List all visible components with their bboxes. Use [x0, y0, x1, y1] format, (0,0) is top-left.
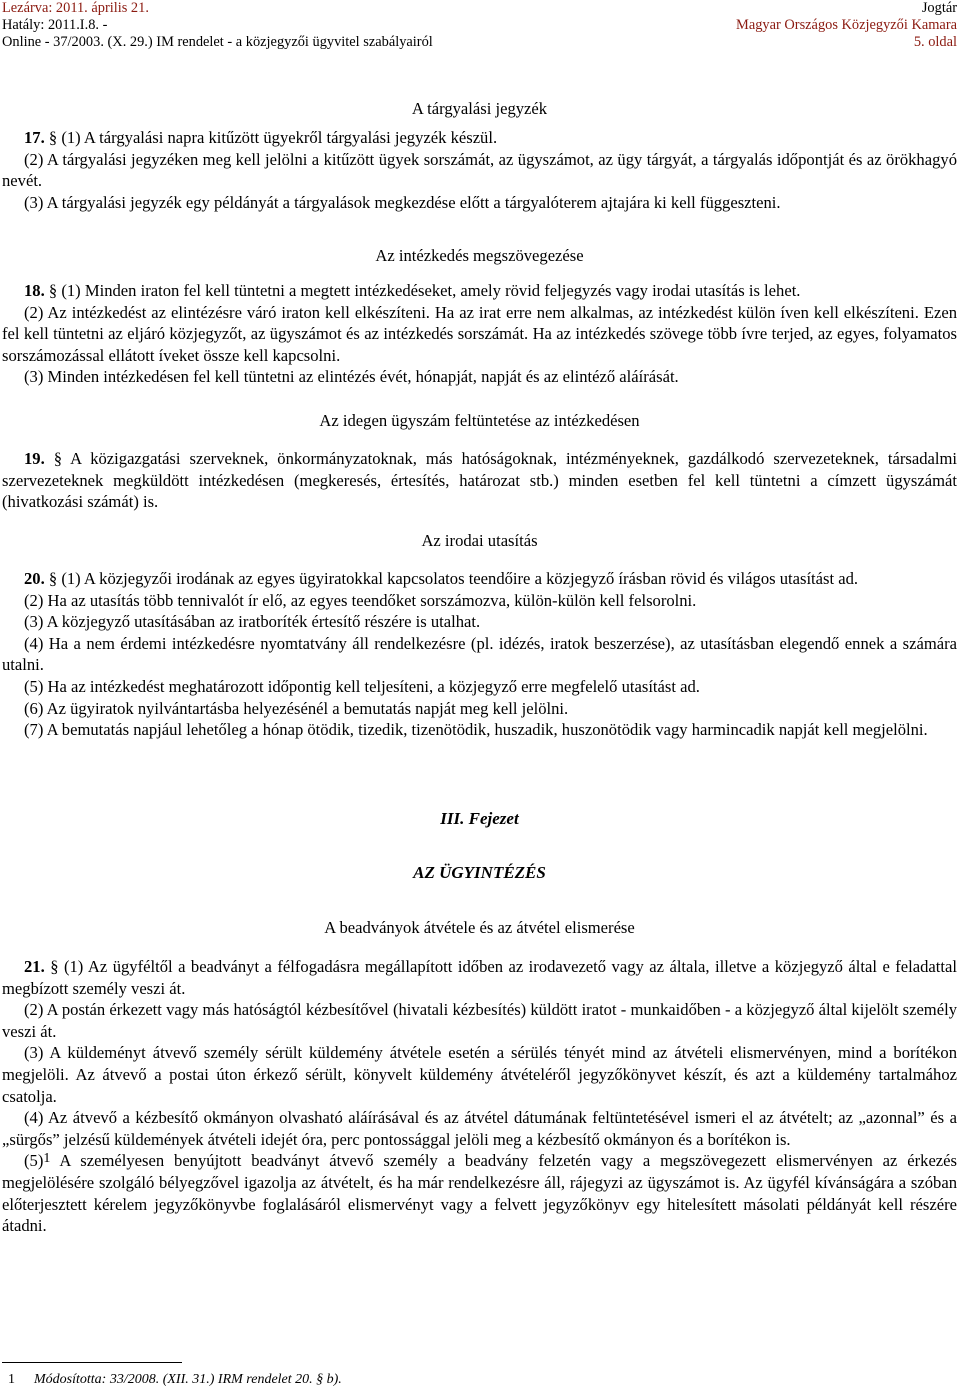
- section-number: 17.: [24, 128, 45, 147]
- section-19-heading: [2, 410, 957, 432]
- section-21-body: [2, 956, 957, 1237]
- paragraph-text: § A közigazgatási szerveknek, önkormányzatoknak, más hatóságoknak, intézményeknek, gazdálkodó szervezeteknek, társadalmi szervezeteknek megküldött intézkedésen (megkeresés, értesítés, határozat stb.) minden esetben fel kell tüntetni a címzett ügyszámát (hivatkozási számát) is.: [2, 449, 957, 512]
- page-number: 5. oldal: [913, 34, 957, 50]
- paragraph-text: § (1) A közjegyzői irodának az egyes ügyiratokkal kapcsolatos teendőire a közjegyző írásban rövid és világos utasítást ad.: [48, 569, 859, 588]
- section-18-heading: [2, 245, 957, 267]
- section-number: 21.: [24, 957, 45, 976]
- paragraph: (4) Az átvevő a kézbesítő okmányon olvasható aláírásával és az átvétel dátumának feltüntetésével ismeri el az átvételt; az „azonnal” és a „sürgős” jelzésű küldemények átvételi idejét óra, perc pontossággal jelöli meg a kézbesítő okmányon és a borítékon is.: [2, 1108, 957, 1149]
- paragraph-text: § (1) A tárgyalási napra kitűzött ügyekről tárgyalási jegyzék készül.: [48, 128, 498, 147]
- paragraph-text: § (1) Az ügyféltől a beadványt a félfogadásra megállapított időben az irodavezető vagy az általa, illetve a közjegyző által e feladattal megbízott személy veszi át.: [2, 957, 957, 998]
- section-17: [2, 98, 957, 120]
- section-heading: Az irodai utasítás: [421, 531, 538, 550]
- section-number: 18.: [24, 281, 45, 300]
- paragraph: (3) A küldeményt átvevő személy sérült küldemény átvétele esetén a sérülés tényét mind az átvételi elismervényen, mind a borítékon megjelöli. Az átvevő a postai úton érkező sérült, könyvelt küldemény átvételéről jegyzőkönyvet készít, és azt a küldemény tartalmához csatolja.: [2, 1043, 957, 1106]
- section-19-body: [2, 448, 957, 513]
- organization-name: Magyar Országos Közjegyzői Kamara: [736, 17, 957, 33]
- chapter-number-block: [2, 808, 957, 830]
- document-title: Online - 37/2003. (X. 29.) IM rendelet - a közjegyzői ügyvitel szabályairól: [2, 34, 433, 50]
- page-header: [0, 0, 960, 60]
- closing-date: Lezárva: 2011. április 21.: [2, 0, 149, 16]
- paragraph: (3) Minden intézkedésen fel kell tüntetni az elintézés évét, hónapját, napját és az elintéző aláírását.: [24, 367, 679, 387]
- footnote-reference[interactable]: 1: [43, 1151, 51, 1167]
- section-heading: A tárgyalási jegyzék: [411, 99, 548, 118]
- paragraph: (7) A bemutatás napjául lehetőleg a hónap ötödik, tizedik, tizenötödik, huszadik, huszonötödik vagy harmincadik napját kell megjelölni.: [24, 720, 928, 740]
- section-21-heading: [2, 917, 957, 939]
- section-20-heading: [2, 530, 957, 552]
- section-heading: A beadványok átvétele és az átvétel elismerése: [324, 918, 635, 937]
- paragraph: [2, 568, 957, 590]
- section-heading: Az idegen ügyszám feltüntetése az intézkedésen: [319, 411, 640, 430]
- header-left: [2, 0, 433, 51]
- section-17-body: [2, 127, 957, 213]
- paragraph: (6) Az ügyiratok nyilvántartásba helyezésénél a bemutatás napját meg kell jelölni.: [24, 698, 569, 718]
- section-heading: Az intézkedés megszövegezése: [375, 246, 584, 265]
- section-number: 19.: [24, 449, 45, 468]
- chapter-number: III. Fejezet: [440, 809, 519, 828]
- publisher-name: Jogtár: [921, 0, 957, 16]
- section-number: 20.: [24, 569, 45, 588]
- paragraph: [2, 448, 957, 513]
- paragraph-text: A személyesen benyújtott beadványt átvevő személy a beadvány felzetén vagy a megszövegezett elismervényen az érkezés megjelölésére szolgáló bélyegzővel igazolja az átvételt, és ha már rendelkezésre áll, rájegyzi az ügyszámot is. Az ügyfél kívánságára a szóban előterjesztett kérelem jegyzőkönyvbe foglalásáról elismervényt vagy a felvett jegyzőkönyv egy hitelesített másolati példányát kell részére átadni.: [2, 1151, 957, 1236]
- paragraph: (2) A postán érkezett vagy más hatóságtól kézbesítővel (hivatali kézbesítés) küldött iratot - munkaidőben - a közjegyző által kijelölt személy veszi át.: [2, 1000, 957, 1041]
- paragraph: [2, 1150, 957, 1236]
- footnote-divider: [2, 1362, 182, 1363]
- paragraph: (2) A tárgyalási jegyzéken meg kell jelölni a kitűzött ügyek sorszámát, az ügyszámot, az ügy tárgyát, a tárgyalás időpontját és az örökhagyó nevét.: [2, 149, 957, 191]
- paragraph: (4) Ha a nem érdemi intézkedésre nyomtatvány áll rendelkezésre (pl. idézés, iratok beszerzése), az utasításban elegendő ennek a számára utalni.: [2, 633, 957, 675]
- section-18-body: [2, 280, 957, 388]
- paragraph: [2, 280, 957, 302]
- paragraph: (2) Az intézkedést az elintézésre váró iraton kell elkészíteni. Ha az irat erre nem alkalmas, az intézkedést külön íven kell elkészíteni. Ezen fel kell tüntetni az eljáró közjegyzőt, az ügyszámot és az intézkedés sorszámát. Ha az intézkedés szövege több ívre terjed, az egyes, folyamatos sorszámozással ellátott íveket össze kell kapcsolni.: [2, 302, 957, 365]
- footnote-text: Módosította: 33/2008. (XII. 31.) IRM rendelet 20. § b).: [34, 1372, 342, 1387]
- paragraph-prefix: (5): [24, 1151, 44, 1171]
- footnote: [8, 1369, 342, 1391]
- section-20-body: [2, 568, 957, 741]
- paragraph: [2, 127, 957, 149]
- paragraph: (3) A tárgyalási jegyzék egy példányát a tárgyalások megkezdése előtt a tárgyalóterem ajtajára ki kell függeszteni.: [24, 192, 781, 212]
- paragraph-text: § (1) Minden iraton fel kell tüntetni a megtett intézkedéseket, amely rövid feljegyzés vagy irodai utasítás is lehet.: [48, 281, 801, 300]
- paragraph: (3) A közjegyző utasításában az iratboríték értesítő részére is utalhat.: [24, 612, 481, 632]
- paragraph: [2, 956, 957, 999]
- chapter-title: AZ ÜGYINTÉZÉS: [413, 863, 546, 882]
- effective-date: Hatály: 2011.I.8. -: [2, 17, 108, 33]
- paragraph: (5) Ha az intézkedést meghatározott időpontig kell teljesíteni, a közjegyző erre megfelelő utasítást ad.: [24, 676, 700, 696]
- header-right: [736, 0, 957, 51]
- paragraph: (2) Ha az utasítás több tennivalót ír elő, az egyes teendőket sorszámozva, külön-külön kell felsorolni.: [24, 590, 697, 610]
- chapter-title-block: [2, 862, 957, 884]
- footnote-number: 1: [8, 1372, 15, 1387]
